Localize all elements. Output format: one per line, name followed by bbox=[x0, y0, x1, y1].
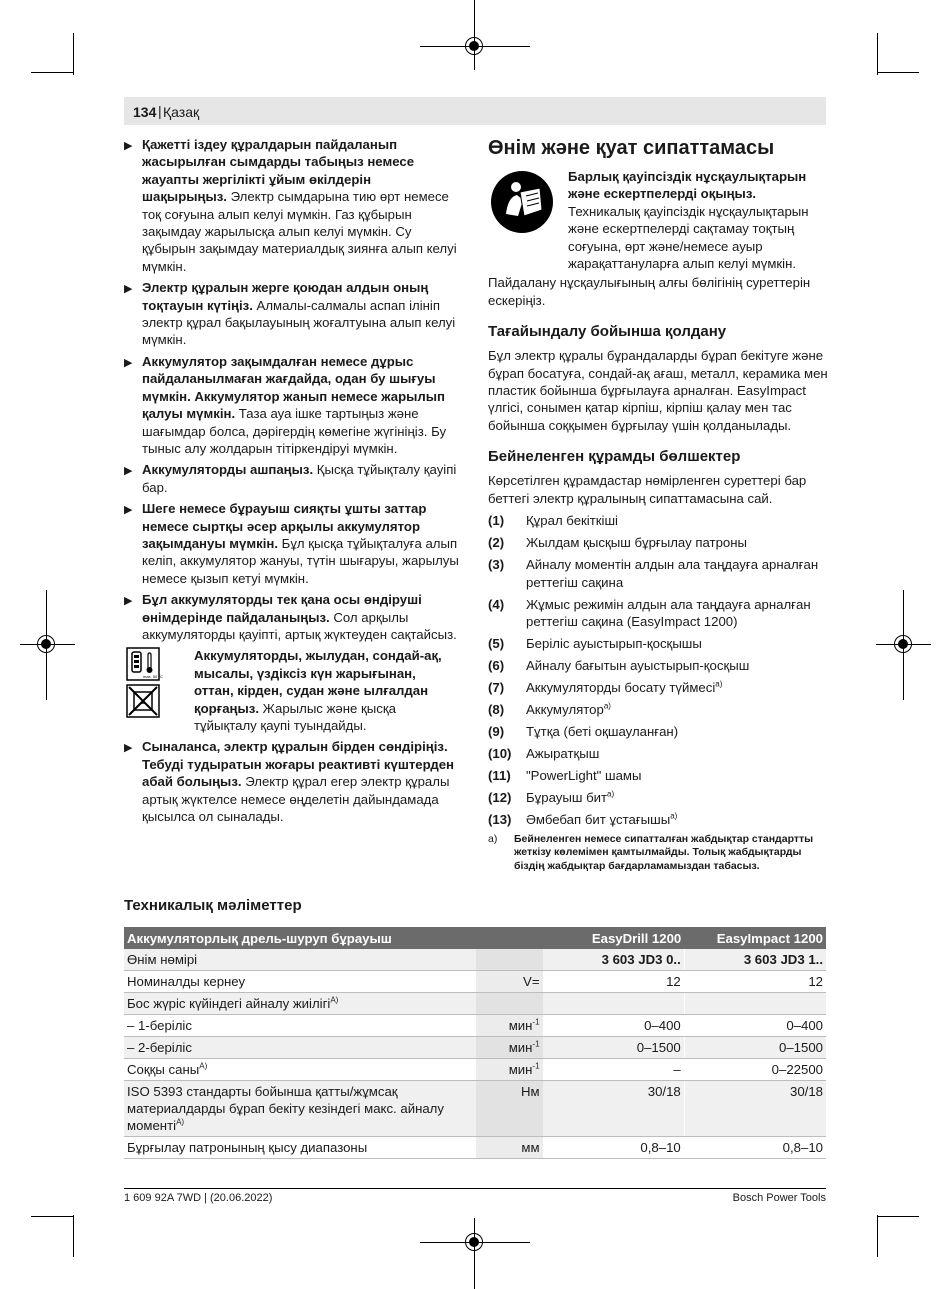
warning-item bbox=[124, 738, 459, 825]
bullet-triangle-icon: ▶ bbox=[124, 140, 133, 152]
part-number: (10) bbox=[488, 745, 512, 761]
table-cell-unit: Нм bbox=[476, 1081, 543, 1137]
part-name: Жұмыс режимін алдын ала таңдауға арналған реттегіш сақина (EasyImpact 1200) bbox=[526, 596, 811, 629]
registration-mark bbox=[474, 1218, 475, 1289]
list-item bbox=[488, 635, 828, 652]
list-item bbox=[488, 657, 828, 674]
table-cell-unit bbox=[476, 949, 543, 971]
table-cell-value bbox=[543, 993, 685, 1015]
table-row bbox=[124, 949, 826, 971]
read-manual-icon bbox=[490, 170, 554, 234]
part-number: (6) bbox=[488, 657, 505, 673]
registration-target-icon bbox=[894, 635, 912, 653]
crop-mark bbox=[31, 1216, 73, 1217]
table-cell-value: 0–1500 bbox=[684, 1037, 826, 1059]
part-name: "PowerLight" шамы bbox=[526, 767, 642, 783]
part-name: Жылдам қысқыш бұрғылау патроны bbox=[526, 535, 748, 551]
table-cell-value: 12 bbox=[684, 971, 826, 993]
table-header-cell: EasyDrill 1200 bbox=[543, 927, 685, 949]
table-cell-unit bbox=[476, 993, 543, 1015]
warning-item bbox=[124, 136, 459, 275]
table-cell-value bbox=[684, 993, 826, 1015]
safety-instructions bbox=[488, 168, 828, 272]
part-number: (3) bbox=[488, 557, 505, 573]
footer-doc-number: 1 609 92A 7WD | (20.06.2022) bbox=[124, 1192, 273, 1204]
warning-text: Таза ауа ішке тартыңыз және шағымдар болса, дәрігердің көмегіне жүгініңіз. Бу тыныс алу жолдарын тітіркендіруі мүмкін. bbox=[142, 406, 447, 456]
part-name: Құрал бекіткіші bbox=[526, 513, 618, 529]
no-water-fire-icon bbox=[126, 684, 160, 718]
table-cell-label: – 2-беріліс bbox=[124, 1037, 476, 1059]
crop-mark bbox=[877, 72, 919, 73]
table-cell-value: 3 603 JD3 1.. bbox=[684, 949, 826, 971]
bullet-triangle-icon: ▶ bbox=[124, 356, 133, 369]
left-column bbox=[124, 136, 459, 829]
right-column bbox=[488, 136, 828, 873]
table-cell-value: – bbox=[543, 1059, 685, 1081]
table-cell-value: 0–400 bbox=[684, 1015, 826, 1037]
list-item bbox=[488, 723, 828, 740]
list-item bbox=[488, 701, 828, 718]
part-number: (1) bbox=[488, 513, 505, 529]
crop-mark bbox=[31, 72, 73, 73]
warning-text: Алмалы-салмалы аспап ілініп электр құрал бақылауының жоғалтуына алып келуі мүмкін. bbox=[142, 297, 456, 348]
list-item bbox=[488, 745, 828, 762]
warning-text: Сол арқылы аккумуляторды қауіпті, артық жүктеуден сақтайсыз. bbox=[142, 609, 457, 642]
table-cell-value: 0–1500 bbox=[543, 1037, 685, 1059]
table-cell-value: 3 603 JD3 0.. bbox=[543, 949, 685, 971]
tech-data-table bbox=[124, 927, 826, 1159]
page-language: Қазақ bbox=[163, 104, 200, 120]
usage-title: Тағайындалу бойынша қолдану bbox=[488, 323, 727, 341]
table-cell-value: 30/18 bbox=[684, 1081, 826, 1137]
table-row bbox=[124, 1037, 826, 1059]
list-item bbox=[488, 596, 828, 631]
warning-bold: Сыналанса, электр құралын бірден сөндіріңіз. Тебуді тудыратын жоғары реактивті күштерден абай болыңыз. bbox=[142, 739, 455, 790]
bullet-triangle-icon: ▶ bbox=[124, 742, 133, 755]
list-item bbox=[488, 811, 828, 828]
table-header-row bbox=[124, 927, 826, 949]
bullet-triangle-icon: ▶ bbox=[124, 283, 133, 296]
warning-text: Қысқа тұйықталу қауіпі бар. bbox=[142, 462, 457, 495]
part-name: Әмбебап бит ұстағышы$^{a)}$ bbox=[526, 811, 678, 827]
bullet-triangle-icon: ▶ bbox=[124, 465, 133, 478]
part-number: (12) bbox=[488, 789, 512, 805]
part-name: Айналу моментін алдын ала таңдауға арналған реттегіш сақина bbox=[526, 557, 819, 590]
footnote bbox=[488, 833, 828, 874]
warning-bold: Аккумуляторды ашпаңыз. bbox=[142, 462, 314, 478]
safety-text: Техникалық қауіпсіздік нұсқаулықтарын және ескертпелерді сақтамау тоқтың соғуына, өрт және/немесе ауыр жарақаттануларға алып келуі мүмкін. bbox=[568, 203, 809, 272]
crop-mark bbox=[73, 1215, 74, 1257]
bullet-triangle-icon: ▶ bbox=[124, 595, 133, 608]
warning-text: Электр құрал егер электр құралы артық жүктелсе немесе өңделетін дайындамада қысылса ол сыналады. bbox=[142, 774, 450, 825]
header-separator: | bbox=[158, 103, 162, 119]
part-number: (7) bbox=[488, 679, 505, 695]
warning-text: Электр сымдарына тию өрт немесе тоқ соғуына алып келуі мүмкін. Газ құбырын зақымдау жарылысқа алып келуі мүмкін. Су құбырын зақымдау материалдық зиянға алып келуі мүмкін. bbox=[142, 189, 457, 274]
icon-warning bbox=[124, 647, 459, 734]
part-name: Ажыратқыш bbox=[526, 745, 600, 761]
part-name: Тұтқа (беті оқшауланған) bbox=[526, 723, 679, 739]
table-row bbox=[124, 1059, 826, 1081]
warning-text: Бұл қысқа тұйықталуға алып келіп, аккумулятор жануы, түтін шығаруы, жарылуы немесе қызып кетуі мүмкін. bbox=[142, 535, 459, 586]
table-header-cell bbox=[476, 927, 543, 949]
warning-item bbox=[124, 279, 459, 349]
table-cell-label: – 1-беріліс bbox=[124, 1015, 476, 1037]
table-cell-label: Бос жүріс күйіндегі айналу жиілігі$^{A)}$ bbox=[124, 993, 476, 1015]
tech-data-title: Техникалық мәліметтер bbox=[124, 897, 302, 914]
crop-mark bbox=[73, 33, 74, 75]
part-name: Бұрауыш бит$^{a)}$ bbox=[526, 789, 615, 805]
page-number: 134 bbox=[133, 104, 157, 120]
registration-target-icon bbox=[465, 1233, 483, 1251]
section-title: Өнім және қуат сипаттамасы bbox=[488, 137, 775, 159]
footnote-text: Бейнеленген немесе сипатталған жабдықтар стандартты жеткізу көлемімен қамтылмайды. Толық жабдықтарды біздің жабдықтар бағдарламамыздан табасыз. bbox=[514, 832, 814, 872]
registration-target-icon bbox=[465, 37, 483, 55]
part-name: Аккумулятор$^{a)}$ bbox=[526, 701, 611, 717]
page-header-bar bbox=[124, 97, 826, 125]
table-row bbox=[124, 1015, 826, 1037]
table-cell-unit: мин$^{-1}$ bbox=[476, 1059, 543, 1081]
list-item bbox=[488, 556, 828, 591]
table-cell-unit: мин$^{-1}$ bbox=[476, 1037, 543, 1059]
part-name: Айналу бағытын ауыстырып-қосқыш bbox=[526, 657, 750, 673]
table-cell-label: ISO 5393 стандарты бойынша қатты/жұмсақ материалдарды бұрап бекіту кезіндегі макс. айналу моменті$^{A)}$ bbox=[124, 1081, 476, 1137]
crop-mark bbox=[877, 1216, 919, 1217]
warning-bold: Аккумулятор зақымдалған немесе дұрыс пайдаланылмаған жағдайда, одан бу шығуы мүмкін. Аккумулятор жанып немесе жарылып қалуы мүмкін. bbox=[142, 353, 446, 422]
parts-list bbox=[488, 512, 828, 828]
crop-mark bbox=[877, 33, 878, 75]
table-cell-label: Өнім нөмірі bbox=[124, 949, 476, 971]
part-number: (8) bbox=[488, 701, 505, 717]
table-cell-value: 30/18 bbox=[543, 1081, 685, 1137]
warning-item bbox=[124, 353, 459, 457]
bullet-triangle-icon: ▶ bbox=[124, 504, 133, 517]
table-cell-value: 0,8–10 bbox=[684, 1137, 826, 1159]
part-number: (5) bbox=[488, 635, 505, 651]
table-cell-value: 0–22500 bbox=[684, 1059, 826, 1081]
part-number: (11) bbox=[488, 767, 511, 783]
table-cell-label: Бұрғылау патронының қысу диапазоны bbox=[124, 1137, 476, 1159]
icon-warning-bold: Аккумуляторды, жылудан, сондай-ақ, мысалы, үздіксіз күн жарығынан, оттан, кірден, судан және ылғалдан қорғаңыз. bbox=[194, 648, 442, 716]
warning-item bbox=[124, 591, 459, 643]
table-cell-unit: мм bbox=[476, 1137, 543, 1159]
safety-note: Пайдалану нұсқаулығының алғы бөлігінің суреттерін ескеріңіз. bbox=[488, 275, 811, 308]
table-header-cell: Аккумуляторлық дрель-шуруп бұрауыш bbox=[124, 927, 476, 949]
table-cell-label: Номиналды кернеу bbox=[124, 971, 476, 993]
table-cell-value: 0,8–10 bbox=[543, 1137, 685, 1159]
footer-brand: Bosch Power Tools bbox=[732, 1192, 826, 1204]
part-number: (4) bbox=[488, 596, 505, 612]
list-item bbox=[488, 789, 828, 806]
part-number: (2) bbox=[488, 535, 505, 551]
table-cell-value: 0–400 bbox=[543, 1015, 685, 1037]
table-row bbox=[124, 993, 826, 1015]
table-cell-value: 12 bbox=[543, 971, 685, 993]
warning-bold: Электр құралын жерге қоюдан алдын оның тоқтауын күтіңіз. bbox=[142, 280, 429, 313]
part-number: (13) bbox=[488, 811, 512, 827]
warning-bold: Шеге немесе бұрауыш сияқты ұшты заттар немесе сыртқы әсер арқылы аккумулятор зақымдануы мүмкін. bbox=[142, 501, 427, 551]
warning-bold: Қажетті іздеу құралдарын пайдаланып жасырылған сымдарды табыңыз немесе жауапты жергілікті ұйым өкілдерін шақырыңыз. bbox=[142, 137, 415, 205]
list-item bbox=[488, 534, 828, 551]
registration-mark bbox=[474, 0, 475, 70]
icon-warning-text: Жарылыс және қысқа тұйықталу қаупі туындайды. bbox=[194, 700, 396, 733]
table-row bbox=[124, 1137, 826, 1159]
table-cell-unit: мин$^{-1}$ bbox=[476, 1015, 543, 1037]
crop-mark bbox=[877, 1215, 878, 1257]
part-name: Аккумуляторды босату түймесі$^{a)}$ bbox=[526, 679, 723, 695]
table-cell-unit: V= bbox=[476, 971, 543, 993]
heat-max-temp-icon bbox=[126, 647, 163, 681]
footer-rule bbox=[124, 1188, 826, 1189]
safety-bold: Барлық қауіпсіздік нұсқаулықтарын және ескертпелерді оқыңыз. bbox=[568, 169, 807, 202]
list-item bbox=[488, 679, 828, 696]
components-title: Бейнеленген құрамды бөлшектер bbox=[488, 448, 741, 466]
usage-text: Бұл электр құралы бұрандаларды бұрап бекітуге және бұрап босатуға, сондай-ақ ағаш, металл, керамика мен пластик бойынша бұрғылауға арналған. EasyImpact үлгісі, сонымен қатар кірпіш, кірпіш қалау мен тас бойынша соққымен бұрғылау үшін қолданылады. bbox=[488, 348, 828, 433]
table-row bbox=[124, 971, 826, 993]
table-row bbox=[124, 1081, 826, 1137]
list-item bbox=[488, 512, 828, 529]
table-cell-label: Соққы саны$^{A)}$ bbox=[124, 1059, 476, 1081]
list-item bbox=[488, 767, 828, 784]
warning-item bbox=[124, 461, 459, 496]
table-header-cell: EasyImpact 1200 bbox=[684, 927, 826, 949]
warning-item bbox=[124, 500, 459, 587]
registration-target-icon bbox=[37, 635, 55, 653]
footnote-label: a) bbox=[488, 832, 498, 845]
svg-text:max. 50 °C: max. 50 °C bbox=[143, 674, 163, 680]
warning-bold: Бұл аккумуляторды тек қана осы өндіруші өнімдерінде пайдаланыңыз. bbox=[142, 592, 422, 625]
part-number: (9) bbox=[488, 723, 505, 739]
components-intro: Көрсетілген құрамдастар нөмірленген суреттері бар беттегі электр құралының сипаттамасына сай. bbox=[488, 473, 807, 506]
part-name: Беріліс ауыстырып-қосқышы bbox=[526, 635, 702, 651]
